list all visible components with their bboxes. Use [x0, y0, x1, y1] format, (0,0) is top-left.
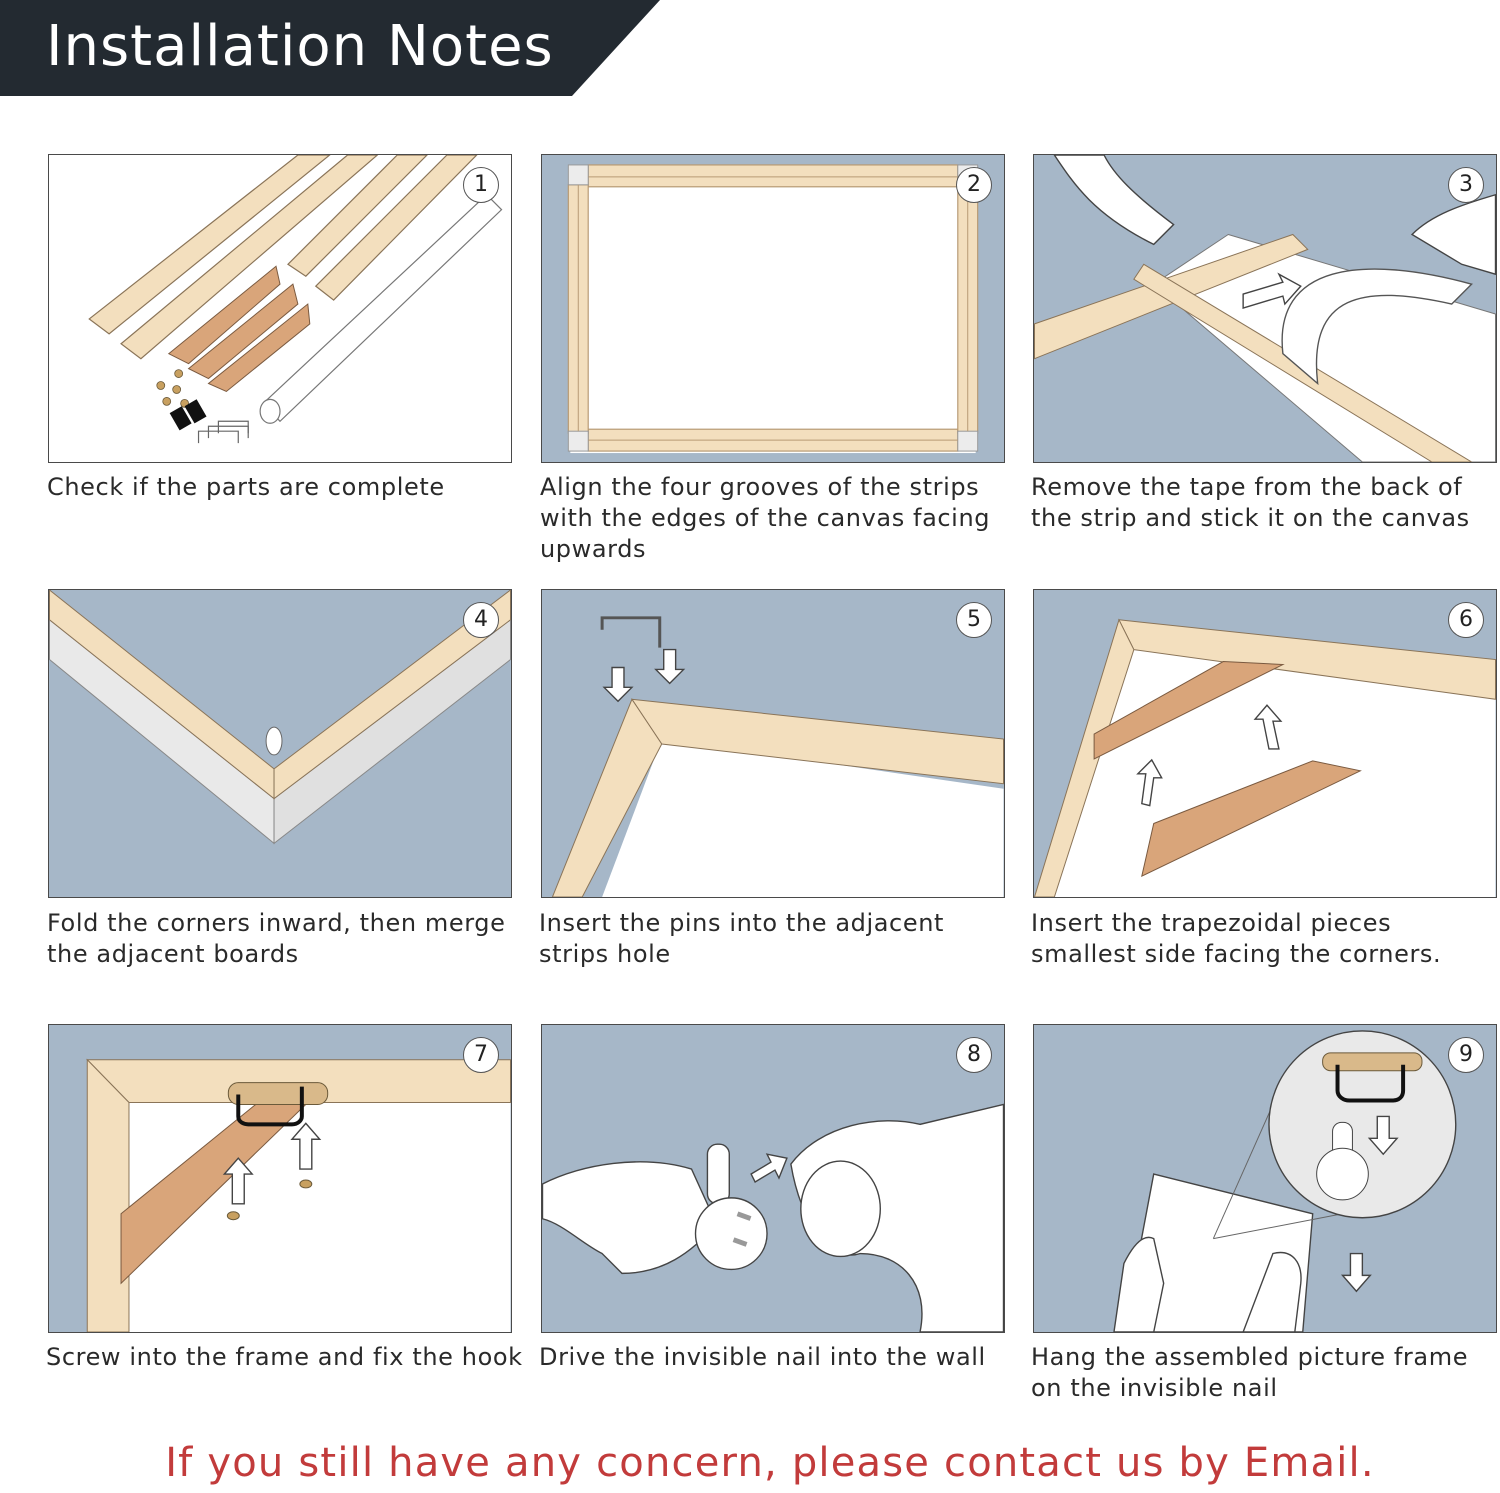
step-number-badge: 7 — [463, 1037, 499, 1073]
step-3-caption: Remove the tape from the back of the strip and stick it on the canvas — [1031, 473, 1470, 532]
step-2-caption: Align the four grooves of the strips with the edges of the canvas facing upwards — [540, 473, 991, 563]
step-7-caption: Screw into the frame and fix the hook — [46, 1343, 523, 1371]
step-6-caption: Insert the trapezoidal pieces smallest side facing the corners. — [1031, 909, 1442, 968]
step-3-illustration — [1033, 154, 1497, 463]
step-8-illustration — [541, 1024, 1005, 1333]
trapezoid-pieces-illustration — [1034, 590, 1496, 897]
frame-parts-illustration — [49, 155, 511, 462]
hang-frame-illustration — [1034, 1025, 1496, 1332]
step-number-badge: 9 — [1448, 1037, 1484, 1073]
step-5-illustration — [541, 589, 1005, 898]
tape-removal-illustration — [1034, 155, 1496, 462]
step-number-badge: 8 — [956, 1037, 992, 1073]
fold-corners-illustration — [49, 590, 511, 897]
step-number-badge: 3 — [1448, 167, 1484, 203]
step-number-badge: 6 — [1448, 602, 1484, 638]
step-number-badge: 1 — [463, 167, 499, 203]
step-1-illustration — [48, 154, 512, 463]
step-7-illustration — [48, 1024, 512, 1333]
step-number-badge: 5 — [956, 602, 992, 638]
step-4-illustration — [48, 589, 512, 898]
header-banner — [0, 0, 660, 96]
drive-nail-illustration — [542, 1025, 1004, 1332]
step-number-badge: 2 — [956, 167, 992, 203]
step-9-illustration — [1033, 1024, 1497, 1333]
page-title: Installation Notes — [46, 14, 554, 79]
insert-pins-illustration — [542, 590, 1004, 897]
step-9-caption: Hang the assembled picture frame on the invisible nail — [1031, 1343, 1469, 1402]
screw-hook-illustration — [49, 1025, 511, 1332]
canvas-alignment-illustration — [542, 155, 1004, 462]
contact-footer: If you still have any concern, please contact us by Email. — [165, 1440, 1375, 1486]
step-5-caption: Insert the pins into the adjacent strips hole — [539, 909, 945, 968]
step-6-illustration — [1033, 589, 1497, 898]
step-number-badge: 4 — [463, 602, 499, 638]
step-2-illustration — [541, 154, 1005, 463]
step-8-caption: Drive the invisible nail into the wall — [539, 1343, 986, 1371]
step-4-caption: Fold the corners inward, then merge the adjacent boards — [47, 909, 506, 968]
step-1-caption: Check if the parts are complete — [47, 473, 445, 501]
